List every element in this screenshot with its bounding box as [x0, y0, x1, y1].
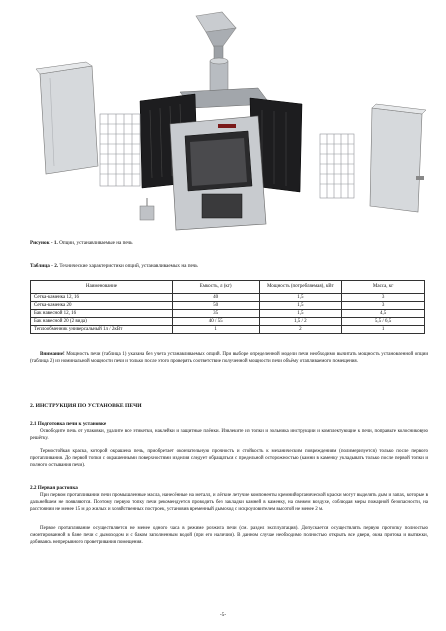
page-number: -5-	[219, 612, 227, 618]
stove-body-icon	[170, 116, 266, 230]
table-caption-label: Таблица - 2.	[30, 263, 59, 269]
cell-mass: 5,5 / 6,5	[342, 318, 425, 326]
cell-power: 1,5 / 2	[259, 318, 342, 326]
header-mass: Масса, кг	[342, 281, 425, 294]
paragraph-firing-mode: Первое протапливание осуществляется не менее одного часа в режиме розжига печи (см. раздел эксплуатация). Допускается осуществлять первую протопку полностью смонтированной в бане печи с дымоходом и с баком заполненным водой (при его наличии). В данном случае необходимо полностью открыть все двери, окна притока и вытяжки, добиваясь непрерывного проветривания помещения.	[30, 526, 428, 545]
cell-name: Сетка-каменка 20	[31, 302, 173, 310]
cell-mass: 1	[342, 326, 425, 334]
cell-power: 1,5	[259, 294, 342, 302]
funnel-icon	[196, 12, 236, 60]
figure-caption	[30, 240, 133, 247]
cell-mass: 4,5	[342, 310, 425, 318]
figure-caption-text: Опции, устанавливаемые на печь	[59, 240, 133, 246]
cell-power: 1,5	[259, 302, 342, 310]
cell-name: Бак навесной 20 (2 вида)	[31, 318, 173, 326]
figure-caption-label: Рисунок - 1.	[30, 240, 58, 246]
paragraph-unpacking: Освободите печь от упаковки, удалите все этикетки, наклейки и защитные плёнки. Извлеките из топки и зольника инструкции и комплектующие к печи, поправьте колосниковую решётку.	[30, 429, 428, 441]
cell-capacity: 50	[172, 302, 259, 310]
subsection-heading-preparation: 2.1 Подготовка печи к установке	[30, 421, 107, 427]
notice-paragraph	[30, 352, 428, 366]
table-header-row	[31, 281, 425, 294]
subsection-heading-first-firing: 2.2 Первая растопка	[30, 485, 78, 491]
table-row	[31, 294, 425, 302]
options-spec-table	[30, 280, 425, 334]
table-row	[31, 302, 425, 310]
cell-capacity: 40 / 55	[172, 318, 259, 326]
heat-exchanger-icon	[140, 198, 154, 220]
notice-text: Мощность печи (таблица 1) указана без учета устанавливаемых опций. При выборе определенной модели печи необходимо вычитать мощность установленной опции (таблица 2) из номинальной мощности печи и только после этого проверять соответствие полученной мощности печи объёму отапливаемого помещения.	[30, 352, 428, 364]
cell-name: Сетка-каменка 12, 16	[31, 294, 173, 302]
header-capacity: Емкость, л (кг)	[172, 281, 259, 294]
cell-capacity: 35	[172, 310, 259, 318]
table-row	[31, 318, 425, 326]
header-power: Мощность (потребляемая), кВт	[259, 281, 342, 294]
mesh-basket-left-icon	[100, 114, 140, 186]
cell-power: 2	[259, 326, 342, 334]
stove-options-figure	[20, 6, 430, 234]
paragraph-paint: Термостойкая краска, которой окрашена печь, приобретает окончательную прочность и стойкость к механическим повреждениям (полимеризуется) только после первого протапливания. До первой топки с окрашенными поверхностями изделия следует обращаться с предельной осторожностью (камни в каменку укладывать только после первой топки и полного остывания печи).	[30, 449, 428, 468]
chimney-pipe-icon	[210, 58, 228, 91]
cell-name: Теплообменник универсальный 1л / 2кВт	[31, 326, 173, 334]
table-row	[31, 326, 425, 334]
cell-name: Бак навесной 12, 16	[31, 310, 173, 318]
cell-mass: 3	[342, 302, 425, 310]
cell-capacity: 40	[172, 294, 259, 302]
table-row	[31, 310, 425, 318]
header-name: Наименование	[31, 281, 173, 294]
water-tank-left-icon	[36, 62, 98, 174]
cell-mass: 3	[342, 294, 425, 302]
table-caption	[30, 263, 198, 270]
table-caption-text: Технические характеристики опций, устанавливаемых на печь	[59, 263, 198, 269]
cell-capacity: 1	[172, 326, 259, 334]
paragraph-first-firing: При первом протапливании печи промышленные масла, нанесённые на металл, и лёгкие летучие компоненты кремнийорганической краски могут выделять дым и запах, которые в дальнейшем не появляются. Поэтому первую топку печи рекомендуется проводить без закладки камней в каменку, на свежем воздухе, соблюдая меры пожарной безопасности, на расстоянии не менее 15 м до жилых и хозяйственных построек, установив временный дымоход с искроуловителем высотой не менее 2 м.	[30, 493, 428, 512]
section-heading: 2. ИНСТРУКЦИЯ ПО УСТАНОВКЕ ПЕЧИ	[30, 403, 142, 409]
notice-label: Внимание!	[40, 352, 65, 357]
cell-power: 1,5	[259, 310, 342, 318]
mesh-basket-right-icon	[320, 134, 354, 198]
water-tank-right-icon	[370, 104, 426, 212]
